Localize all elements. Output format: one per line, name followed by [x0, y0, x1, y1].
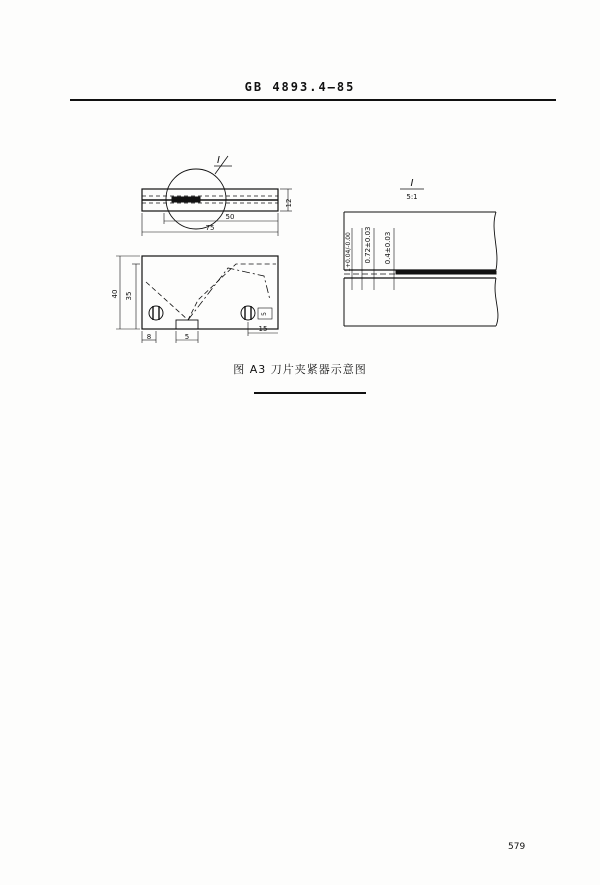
standard-code: GB 4893.4—85	[244, 80, 356, 94]
detail-scale: 5:1	[406, 193, 418, 201]
dim-top-height: 12	[285, 198, 293, 208]
dim-screw-height: 5	[261, 312, 268, 316]
detail-dim-1: 1+0.04/-0.00	[345, 232, 352, 272]
dim-overall-height: 40	[111, 289, 119, 299]
dim-overall-length: 75	[205, 224, 215, 232]
top-view	[142, 156, 292, 236]
detail-dim-2: 0.72±0.03	[364, 226, 372, 264]
dim-inner-length: 50	[225, 213, 235, 221]
caption-rule	[254, 392, 366, 394]
figure-caption: 图 A3 刀片夹紧器示意图	[233, 363, 367, 376]
dim-inner-height: 35	[125, 291, 133, 301]
front-view	[116, 256, 278, 343]
detail-label-top: I	[217, 155, 220, 166]
page-number: 579	[508, 842, 526, 852]
dim-right-offset: 15	[258, 325, 268, 333]
detail-label: I	[410, 178, 414, 189]
dim-bottom-slot: 5	[184, 333, 190, 341]
detail-dim-3: 0.4±0.03	[384, 231, 392, 265]
dim-bottom-left: 8	[146, 333, 152, 341]
